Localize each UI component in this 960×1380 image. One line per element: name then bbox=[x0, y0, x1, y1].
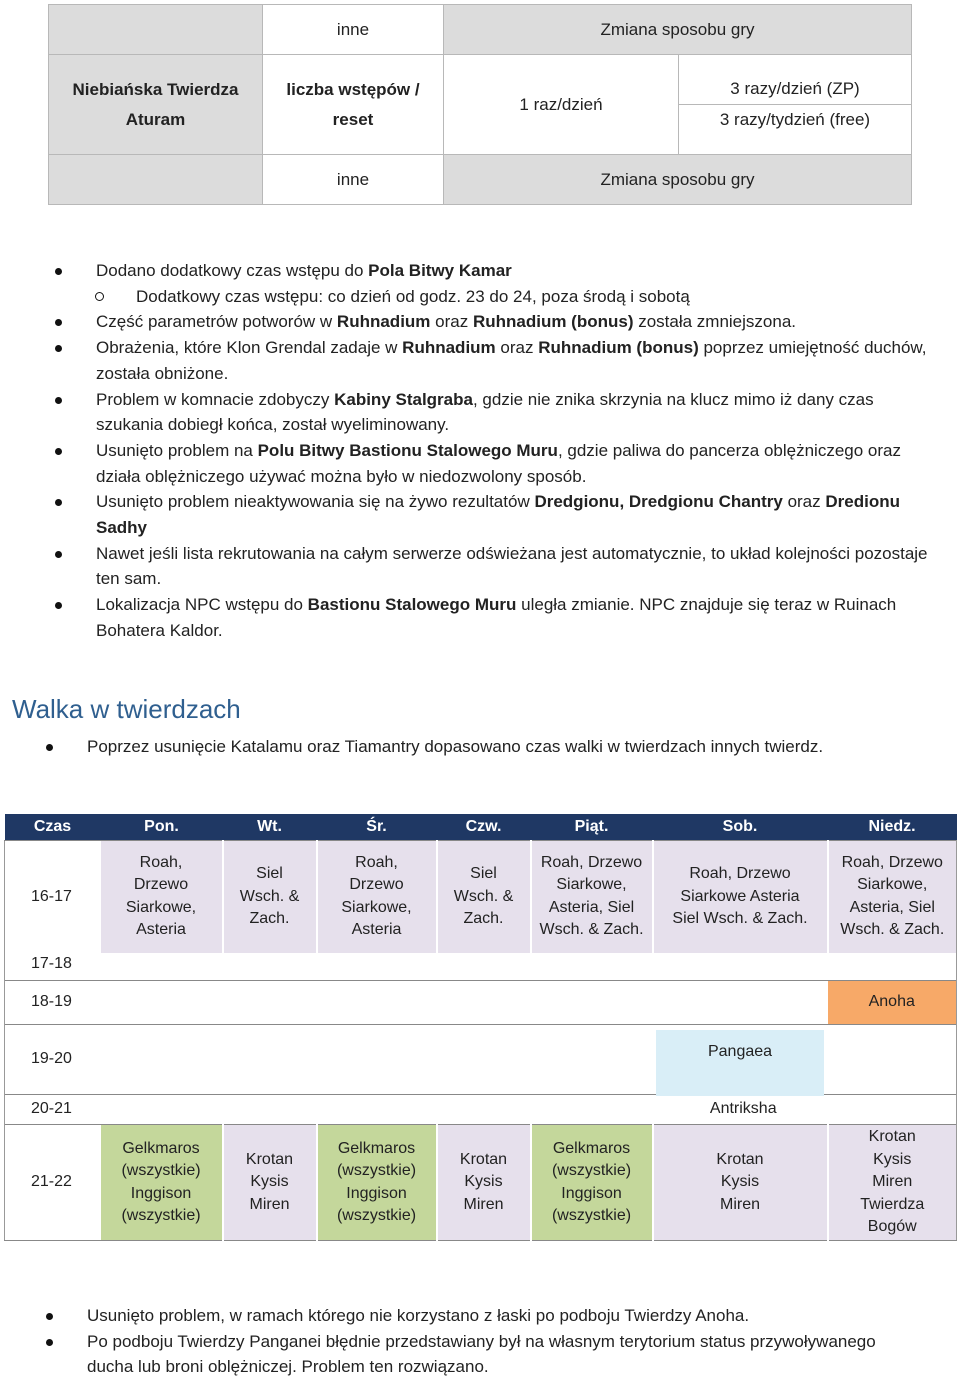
cell-wed-21: Gelkmaros (wszystkie) Inggison (wszystkie) bbox=[317, 1125, 437, 1241]
cell-sun-16: Roah, Drzewo Siarkowe, Asteria, Siel Wsch. & Zach. bbox=[828, 841, 957, 953]
time-19-20: 19-20 bbox=[5, 1025, 101, 1095]
header-sat: Sob. bbox=[653, 814, 828, 841]
time-16-17: 16-17 bbox=[5, 841, 101, 953]
cell-sat-16: Roah, Drzewo Siarkowe Asteria Siel Wsch. & Zach. bbox=[653, 841, 828, 953]
cell-thu-16: Siel Wsch. & Zach. bbox=[437, 841, 531, 953]
bullet-icon bbox=[55, 551, 62, 558]
cell-anoha: Anoha bbox=[828, 981, 957, 1025]
bullet-icon bbox=[55, 345, 62, 352]
mode-change-bottom: Zmiana sposobu gry bbox=[444, 155, 912, 205]
cell-thu-21: Krotan Kysis Miren bbox=[437, 1125, 531, 1241]
bullet-icon bbox=[55, 448, 62, 455]
list-item: Usunięto problem, w ramach którego nie korzystano z łaski po podboju Twierdzy Anoha. bbox=[41, 1303, 921, 1329]
header-wed: Śr. bbox=[317, 814, 437, 841]
list-item: Dodatkowy czas wstępu: co dzień od godz. 23 do 24, poza środą i sobotą bbox=[50, 284, 940, 310]
cell-fri-21: Gelkmaros (wszystkie) Inggison (wszystkie) bbox=[531, 1125, 653, 1241]
cell-tue-21: Krotan Kysis Miren bbox=[223, 1125, 317, 1241]
list-item: Po podboju Twierdzy Panganei błędnie przedstawiany był na własnym terytorium status przywoływanego ducha lub broni oblężniczej. Problem ten rozwiązano. bbox=[41, 1329, 921, 1380]
list-item: Nawet jeśli lista rekrutowania na całym serwerze odświeżana jest automatycznie, to układ kolejności pozostaje ten sam. bbox=[50, 541, 940, 592]
bullet-icon bbox=[46, 1313, 53, 1320]
fix-list bbox=[41, 1303, 921, 1380]
time-18-19: 18-19 bbox=[5, 981, 101, 1025]
cell-pangaea-block: Pangaea bbox=[656, 1030, 824, 1096]
header-time: Czas bbox=[5, 814, 101, 841]
cell-sun-21: Krotan Kysis Miren Twierdza Bogów bbox=[828, 1125, 957, 1241]
cell-sat-21: Krotan Kysis Miren bbox=[653, 1125, 828, 1241]
bullet-icon bbox=[46, 744, 53, 751]
time-21-22: 21-22 bbox=[5, 1125, 101, 1241]
header-sun: Niedz. bbox=[828, 814, 957, 841]
cell-wed-16: Roah, Drzewo Siarkowe, Asteria bbox=[317, 841, 437, 953]
bullet-icon bbox=[55, 268, 62, 275]
header-mon: Pon. bbox=[101, 814, 223, 841]
list-item: Poprzez usunięcie Katalamu oraz Tiamantry dopasowano czas walki w twierdzach innych twierdz. bbox=[41, 734, 941, 760]
header-fri: Piąt. bbox=[531, 814, 653, 841]
fortress-name: Niebiańska Twierdza Aturam bbox=[49, 55, 263, 155]
list-item: Problem w komnacie zdobyczy Kabiny Stalgraba, gdzie nie znika skrzynia na klucz mimo iż dany czas szukania dobiegł końca, został wyeliminowany. bbox=[50, 387, 940, 438]
list-item: Usunięto problem nieaktywowania się na żywo rezultatów Dredgionu, Dredgionu Chantry oraz Dredionu Sadhy bbox=[50, 489, 940, 540]
bullet-icon bbox=[55, 602, 62, 609]
time-17-18: 17-18 bbox=[5, 953, 101, 981]
mode-change-top: Zmiana sposobu gry bbox=[444, 5, 912, 55]
bullet-icon bbox=[55, 499, 62, 506]
cell-tue-16: Siel Wsch. & Zach. bbox=[223, 841, 317, 953]
free-value: 3 razy/tydzień (free) bbox=[679, 105, 912, 155]
cell-mon-21: Gelkmaros (wszystkie) Inggison (wszystkie) bbox=[101, 1125, 223, 1241]
entries-label: liczba wstępów / reset bbox=[263, 55, 444, 155]
other-label-top: inne bbox=[263, 5, 444, 55]
header-thu: Czw. bbox=[437, 814, 531, 841]
bullet-icon bbox=[46, 1339, 53, 1346]
header-tue: Wt. bbox=[223, 814, 317, 841]
fortress-schedule-table bbox=[4, 814, 957, 1241]
list-item: Dodano dodatkowy czas wstępu do Pola Bitwy Kamar bbox=[50, 258, 940, 284]
changes-list bbox=[50, 258, 940, 644]
other-label-bottom: inne bbox=[263, 155, 444, 205]
cell-mon-16: Roah, Drzewo Siarkowe, Asteria bbox=[101, 841, 223, 953]
section-title: Walka w twierdzach bbox=[12, 694, 241, 724]
list-item: Usunięto problem na Polu Bitwy Bastionu Stalowego Muru, gdzie paliwa do pancerza oblężniczego oraz działa oblężniczego używać można było w niedozwolony sposób. bbox=[50, 438, 940, 489]
bullet-icon bbox=[55, 319, 62, 326]
section-list bbox=[41, 734, 941, 760]
list-item: Część parametrów potworów w Ruhnadium oraz Ruhnadium (bonus) została zmniejszona. bbox=[50, 309, 940, 335]
entry-table bbox=[48, 4, 912, 205]
sub-bullet-icon bbox=[95, 292, 104, 301]
list-item: Lokalizacja NPC wstępu do Bastionu Stalowego Muru uległa zmianie. NPC znajduje się teraz w Ruinach Bohatera Kaldor. bbox=[50, 592, 940, 643]
per-day-value: 1 raz/dzień bbox=[444, 55, 679, 155]
zp-value: 3 razy/dzień (ZP) bbox=[679, 55, 912, 105]
cell-fri-16: Roah, Drzewo Siarkowe, Asteria, Siel Wsch. & Zach. bbox=[531, 841, 653, 953]
bullet-icon bbox=[55, 397, 62, 404]
time-20-21: 20-21 bbox=[5, 1095, 101, 1125]
cell-antriksha: Antriksha bbox=[531, 1095, 957, 1125]
list-item: Obrażenia, które Klon Grendal zadaje w Ruhnadium oraz Ruhnadium (bonus) poprzez umiejętność duchów, została obniżone. bbox=[50, 335, 940, 386]
